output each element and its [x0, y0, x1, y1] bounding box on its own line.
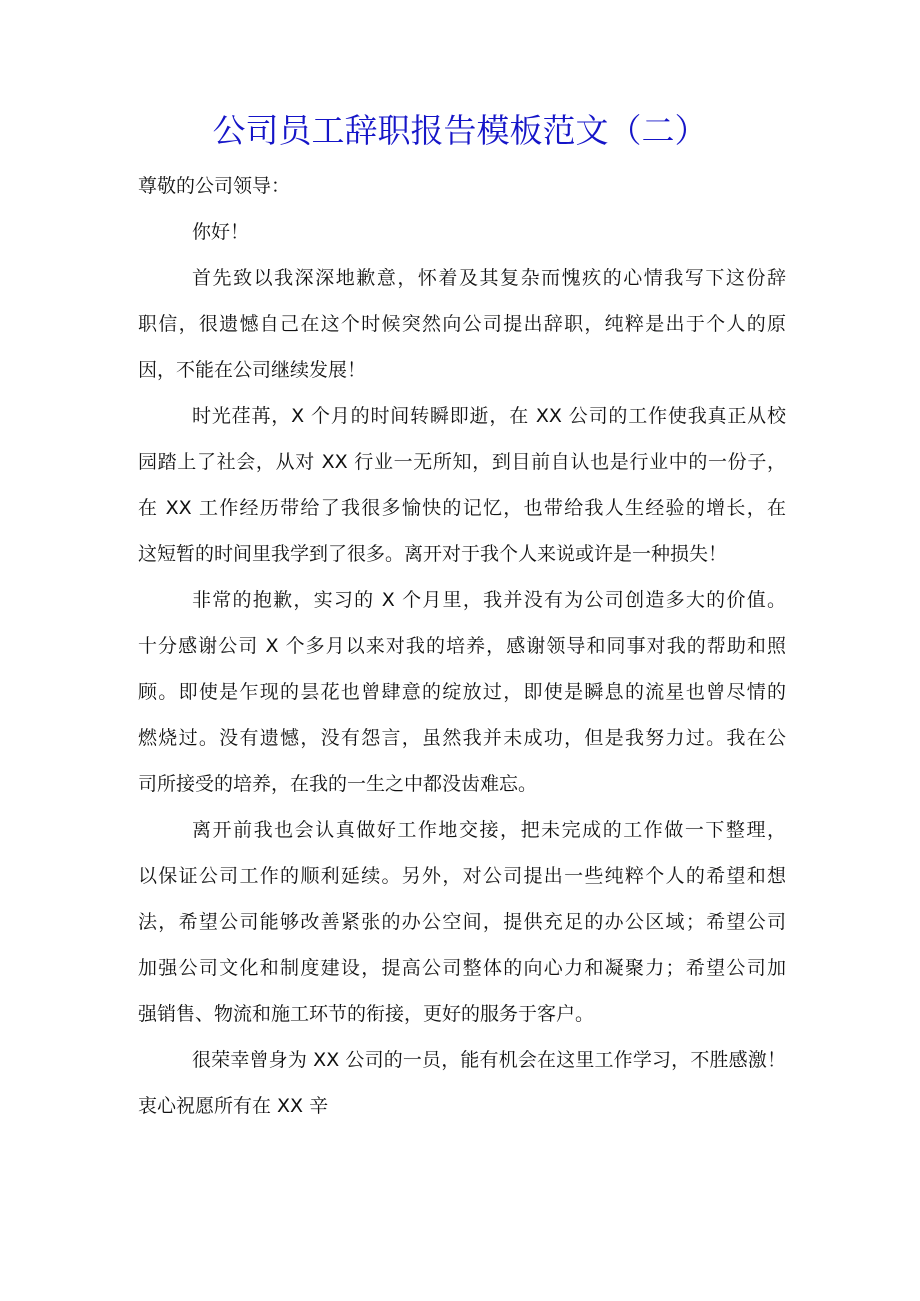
- paragraph-5-line-1: 很荣幸曾身为 XX 公司的一员，能有机会在这里工作学习，不胜感激！: [192, 1049, 786, 1071]
- paragraph-1-line-1: 首先致以我深深地歉意，怀着及其复杂而愧疚的心情我写下这份辞: [192, 267, 786, 289]
- salutation: 尊敬的公司领导：: [138, 175, 291, 197]
- paragraph-3-line-2: 十分感谢公司 X 个多月以来对我的培养，感谢领导和同事对我的帮助和照: [138, 635, 786, 657]
- paragraph-3-line-4: 燃烧过。没有遗憾，没有怨言，虽然我并未成功，但是我努力过。我在公: [138, 727, 786, 749]
- paragraph-4-line-4: 加强公司文化和制度建设，提高公司整体的向心力和凝聚力；希望公司加: [138, 957, 786, 979]
- paragraph-5-line-2: 衷心祝愿所有在 XX 辛: [138, 1095, 329, 1117]
- paragraph-1-line-2: 职信，很遗憾自己在这个时候突然向公司提出辞职，纯粹是出于个人的原: [138, 313, 786, 335]
- paragraph-2-line-4: 这短暂的时间里我学到了很多。离开对于我个人来说或许是一种损失！: [138, 543, 728, 565]
- document-title: 公司员工辞职报告模板范文（二）: [212, 111, 708, 150]
- greeting: 你好！: [192, 221, 250, 243]
- paragraph-3-line-3: 顾。即使是乍现的昙花也曾肆意的绽放过，即使是瞬息的流星也曾尽情的: [138, 681, 786, 703]
- paragraph-2-line-3: 在 XX 工作经历带给了我很多愉快的记忆，也带给我人生经验的增长，在: [138, 497, 786, 519]
- paragraph-1-line-3: 因，不能在公司继续发展！: [138, 359, 367, 381]
- paragraph-4-line-3: 法，希望公司能够改善紧张的办公空间，提供充足的办公区域；希望公司: [138, 911, 786, 933]
- paragraph-3-line-5: 司所接受的培养，在我的一生之中都没齿难忘。: [138, 773, 538, 795]
- paragraph-2-line-1: 时光荏苒，X 个月的时间转瞬即逝，在 XX 公司的工作使我真正从校: [192, 405, 786, 427]
- paragraph-3-line-1: 非常的抱歉，实习的 X 个月里，我并没有为公司创造多大的价值。: [192, 589, 786, 611]
- paragraph-4-line-1: 离开前我也会认真做好工作地交接，把未完成的工作做一下整理，: [192, 819, 786, 841]
- document-body: [138, 168, 786, 1134]
- paragraph-4-line-2: 以保证公司工作的顺利延续。另外，对公司提出一些纯粹个人的希望和想: [138, 865, 786, 887]
- paragraph-4-line-5: 强销售、物流和施工环节的衔接，更好的服务于客户。: [138, 1003, 595, 1025]
- paragraph-2-line-2: 园踏上了社会，从对 XX 行业一无所知，到目前自认也是行业中的一份子，: [138, 451, 786, 473]
